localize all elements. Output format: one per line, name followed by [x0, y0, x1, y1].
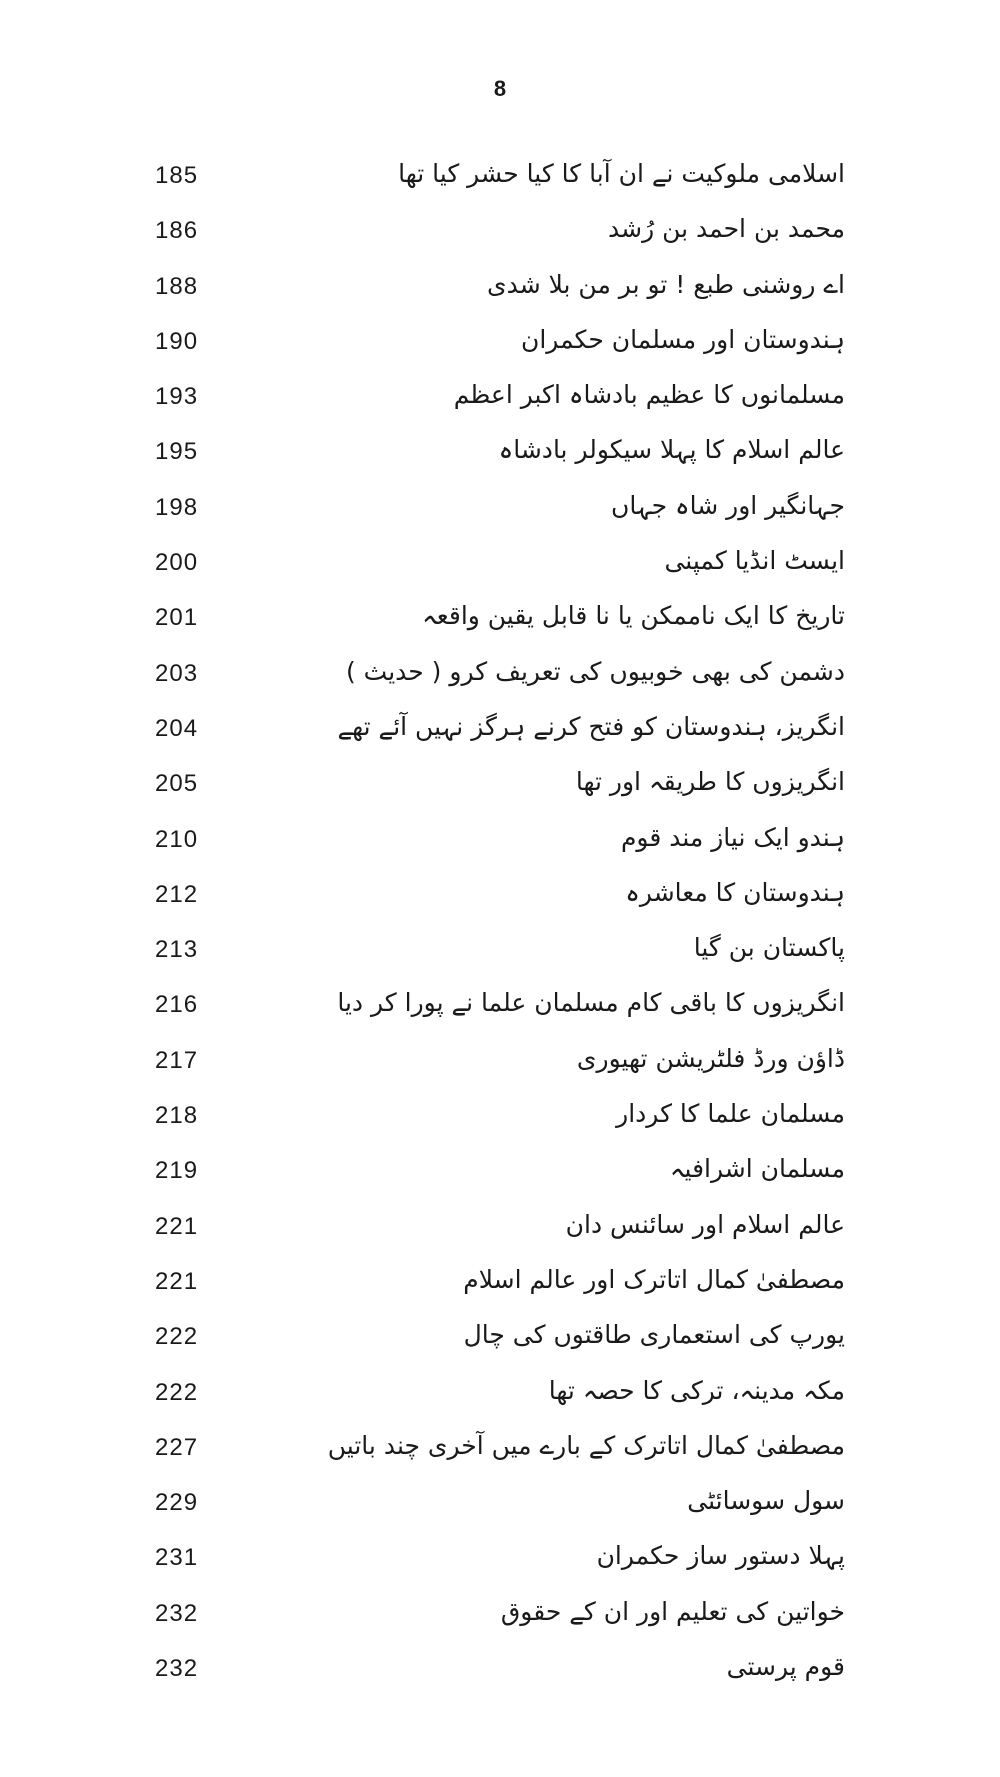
- toc-entry-page: 213: [155, 936, 199, 964]
- toc-entry-title: انگریزوں کا طریقہ اور تھا: [575, 767, 845, 797]
- toc-entry: [0, 924, 1000, 979]
- toc-entry: [0, 1588, 1000, 1643]
- toc-entry: [0, 592, 1000, 647]
- toc-entry-title: ڈاؤن ورڈ فلٹریشن تھیوری: [576, 1043, 845, 1073]
- toc-entry-title: جہانگیر اور شاہ جہاں: [610, 490, 845, 520]
- toc-entry: [0, 1035, 1000, 1090]
- toc-entry-title: عالم اسلام کا پہلا سیکولر بادشاہ: [498, 435, 845, 465]
- toc-entry: [0, 703, 1000, 758]
- toc-entry-page: 216: [155, 991, 199, 1019]
- toc-entry: [0, 1643, 1000, 1698]
- toc-entry: [0, 371, 1000, 426]
- toc-entry-page: 188: [155, 272, 199, 300]
- toc-entry-page: 218: [155, 1102, 199, 1130]
- toc-entry: [0, 648, 1000, 703]
- toc-entry-title: مسلمان اشرافیہ: [669, 1154, 845, 1184]
- toc-entry-page: 232: [155, 1599, 199, 1627]
- toc-entry-page: 221: [155, 1267, 199, 1295]
- toc-entry-page: 185: [155, 162, 199, 189]
- toc-entry: [0, 482, 1000, 537]
- toc-entry-page: 212: [155, 880, 199, 908]
- toc-entry: [0, 205, 1000, 260]
- toc-entry: [0, 1532, 1000, 1587]
- toc-entry: [0, 1367, 1000, 1422]
- toc-entry-title: خواتین کی تعلیم اور ان کے حقوق: [500, 1596, 845, 1626]
- toc-entry: [0, 1477, 1000, 1532]
- toc-entry-page: 204: [155, 714, 199, 742]
- toc-entry-title: مکہ مدینہ، ترکی کا حصہ تھا: [548, 1375, 845, 1405]
- toc-entry: [0, 1090, 1000, 1145]
- toc-entry-page: 231: [155, 1544, 199, 1572]
- toc-entry-title: ہندو ایک نیاز مند قوم: [620, 822, 845, 852]
- toc-entry-title: دشمن کی بھی خوبیوں کی تعریف کرو ( حدیث ): [345, 656, 845, 686]
- toc-entry: [0, 261, 1000, 316]
- toc-entry: [0, 316, 1000, 371]
- table-of-contents: [0, 150, 1000, 1698]
- toc-entry-page: 201: [155, 604, 199, 632]
- toc-entry-title: مسلمانوں کا عظیم بادشاہ اکبر اعظم: [453, 380, 845, 410]
- toc-entry-title: پاکستان بن گیا: [693, 933, 845, 963]
- toc-entry: [0, 1256, 1000, 1311]
- toc-entry-page: 200: [155, 549, 199, 577]
- toc-entry-title: ایسٹ انڈیا کمپنی: [664, 546, 845, 576]
- toc-entry-title: سول سوسائٹی: [687, 1486, 845, 1516]
- toc-entry-title: پہلا دستور ساز حکمران: [596, 1541, 845, 1571]
- toc-entry: [0, 1311, 1000, 1366]
- toc-entry-title: مصطفیٰ کمال اتاترک اور عالم اسلام: [463, 1264, 845, 1294]
- toc-entry-title: مصطفیٰ کمال اتاترک کے بارے میں آخری چند باتیں: [327, 1430, 845, 1460]
- toc-entry: [0, 869, 1000, 924]
- toc-entry-page: 217: [155, 1046, 199, 1074]
- toc-entry-page: 222: [155, 1323, 199, 1351]
- toc-entry-title: اے روشنی طبع ! تو بر من بلا شدی: [487, 269, 845, 299]
- toc-entry-page: 229: [155, 1489, 199, 1517]
- toc-entry-page: 195: [155, 438, 199, 466]
- toc-entry-page: 210: [155, 825, 199, 853]
- toc-entry: [0, 1201, 1000, 1256]
- toc-entry-title: ہندوستان کا معاشرہ: [625, 877, 845, 907]
- toc-entry-page: 232: [155, 1655, 199, 1683]
- toc-entry-page: 193: [155, 383, 199, 411]
- toc-entry-page: 186: [155, 217, 199, 245]
- toc-entry-title: محمد بن احمد بن رُشد: [608, 214, 845, 244]
- toc-entry: [0, 537, 1000, 592]
- toc-entry-title: مسلمان علما کا کردار: [616, 1099, 845, 1129]
- toc-entry-page: 203: [155, 659, 199, 687]
- toc-entry: [0, 150, 1000, 205]
- page-number: 8: [493, 76, 507, 101]
- toc-entry-page: 190: [155, 327, 199, 355]
- toc-entry-title: انگریز، ہندوستان کو فتح کرنے ہرگز نہیں آئے تھے: [337, 711, 845, 741]
- toc-entry-title: انگریزوں کا باقی کام مسلمان علما نے پورا کر دیا: [337, 988, 845, 1018]
- toc-entry: [0, 979, 1000, 1034]
- toc-entry-title: تاریخ کا ایک ناممکن یا نا قابل یقین واقعہ: [422, 601, 845, 631]
- toc-entry-page: 198: [155, 493, 199, 521]
- toc-entry: [0, 426, 1000, 481]
- toc-entry: [0, 1422, 1000, 1477]
- toc-entry-title: قوم پرستی: [726, 1652, 845, 1682]
- toc-entry-title: یورپ کی استعماری طاقتوں کی چال: [463, 1320, 845, 1350]
- toc-entry-page: 222: [155, 1378, 199, 1406]
- toc-entry-title: عالم اسلام اور سائنس دان: [565, 1209, 845, 1239]
- toc-entry: [0, 814, 1000, 869]
- toc-entry-title: اسلامی ملوکیت نے ان آبا کا کیا حشر کیا تھا: [398, 159, 845, 188]
- toc-entry-page: 205: [155, 770, 199, 798]
- toc-entry-page: 227: [155, 1433, 199, 1461]
- toc-entry: [0, 758, 1000, 813]
- toc-entry: [0, 1145, 1000, 1200]
- toc-entry-page: 221: [155, 1212, 199, 1240]
- toc-entry-page: 219: [155, 1157, 199, 1185]
- toc-entry-title: ہندوستان اور مسلمان حکمران: [521, 324, 845, 354]
